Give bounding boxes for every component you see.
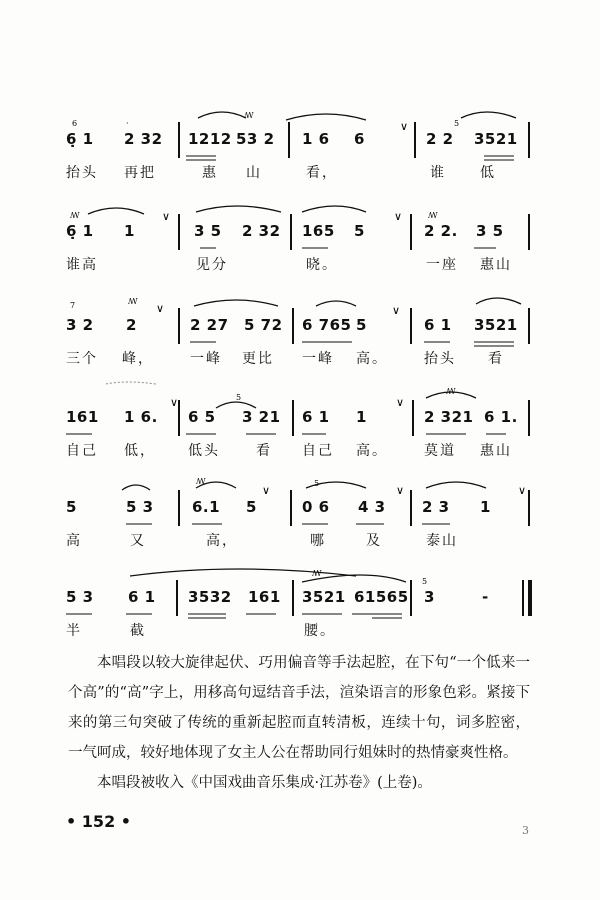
score-line-5 <box>66 472 536 562</box>
note-group: 6 1. <box>484 408 518 426</box>
note-group: 5 <box>356 316 367 334</box>
note-group: 2 <box>126 316 137 334</box>
note-group: 61565 <box>354 588 409 606</box>
note-group: 4 3 <box>358 498 386 516</box>
lyric: 看 <box>488 351 504 367</box>
lyric: 看 <box>256 443 272 459</box>
score-line-3 <box>66 290 536 380</box>
svg-text:5: 5 <box>236 393 242 402</box>
lyric: 看， <box>306 165 338 181</box>
lyric: 抬头 <box>424 351 456 367</box>
svg-text:·: · <box>126 119 129 128</box>
bar-line <box>410 214 412 250</box>
note-group: 6 765 <box>302 316 352 334</box>
lyric: 高 <box>66 533 82 549</box>
lyric: 抬头 <box>66 165 98 181</box>
note-group: 3 5 <box>476 222 504 240</box>
lyric: 高。 <box>356 351 388 367</box>
lyric: 截 <box>130 623 146 639</box>
svg-text:ꟿ: ꟿ <box>70 211 80 220</box>
svg-text:∨: ∨ <box>162 210 171 223</box>
bar-line <box>412 400 414 436</box>
lyric: 及 <box>366 533 382 549</box>
bar-line <box>528 308 530 344</box>
note-group: 5 <box>354 222 365 240</box>
note-group: 165 <box>302 222 335 240</box>
score-line-4 <box>66 382 536 472</box>
svg-text:∨: ∨ <box>262 484 271 497</box>
svg-text:ꟿ: ꟿ <box>446 387 456 396</box>
svg-text:5: 5 <box>422 577 428 586</box>
bar-line <box>176 580 178 616</box>
note-group: 1 <box>480 498 491 516</box>
bar-line <box>528 490 530 526</box>
note-group: 2 32 <box>242 222 281 240</box>
note-group: 3 21 <box>242 408 281 426</box>
lyric: 腰。 <box>304 623 336 639</box>
svg-text:6: 6 <box>72 119 78 128</box>
note-group: 2 32 <box>124 130 163 148</box>
note-group: 3521 <box>474 130 518 148</box>
bar-line <box>410 490 412 526</box>
bar-line <box>178 122 180 158</box>
note-group: 2 321 <box>424 408 474 426</box>
bar-line <box>290 214 292 250</box>
svg-text:ꟿ: ꟿ <box>244 111 254 120</box>
svg-text:5: 5 <box>454 119 460 128</box>
bar-line <box>528 122 530 158</box>
bar-line <box>292 400 294 436</box>
note-group: 3521 <box>302 588 346 606</box>
svg-text:ꟿ: ꟿ <box>196 477 206 486</box>
note-group: 1 <box>124 222 135 240</box>
note-group: 6 <box>354 130 365 148</box>
svg-text:∨: ∨ <box>400 120 409 133</box>
lyric: 惠 <box>202 165 218 181</box>
lyric: 再把 <box>124 165 156 181</box>
note-group: 3 <box>424 588 435 606</box>
bar-line <box>528 214 530 250</box>
lyric: 晓。 <box>306 257 338 273</box>
bar-line <box>410 308 412 344</box>
svg-text:7: 7 <box>70 301 76 310</box>
lyric: 见分 <box>196 257 228 273</box>
score-line-1 <box>66 104 536 194</box>
svg-text:ꟿ: ꟿ <box>312 569 322 578</box>
note-group: 161 <box>248 588 281 606</box>
svg-text:ꟿ: ꟿ <box>128 297 138 306</box>
final-bar-line <box>528 580 532 616</box>
lyric: 惠山 <box>480 443 512 459</box>
svg-text:∨: ∨ <box>518 484 527 497</box>
lyric: 低， <box>124 443 156 459</box>
bar-line <box>178 490 180 526</box>
lyric: 更比 <box>242 351 274 367</box>
svg-text:∨: ∨ <box>392 304 401 317</box>
note-group: 3521 <box>474 316 518 334</box>
svg-text:ꟿ: ꟿ <box>428 211 438 220</box>
note-group: 6 5 <box>188 408 216 426</box>
bar-line <box>178 400 180 436</box>
lyric: 莫道 <box>424 443 456 459</box>
bar-line <box>288 122 290 158</box>
note-group: 2 3 <box>422 498 450 516</box>
lyric: 自己 <box>302 443 334 459</box>
svg-text:5: 5 <box>314 479 320 488</box>
commentary <box>68 648 530 798</box>
note-group: - <box>482 588 489 606</box>
bar-line <box>292 308 294 344</box>
lyric: 又 <box>130 533 146 549</box>
lyric: 一峰 <box>302 351 334 367</box>
lyric: 山 <box>246 165 262 181</box>
lyric: 高。 <box>356 443 388 459</box>
note-group: 2 27 <box>190 316 229 334</box>
bar-line <box>522 580 524 616</box>
lyric: 哪 <box>310 533 326 549</box>
page-number: • 152 • <box>66 812 131 831</box>
note-group: 5 3 <box>66 588 94 606</box>
lyric: 惠山 <box>480 257 512 273</box>
bar-line <box>290 490 292 526</box>
note-group: 1 6 <box>302 130 330 148</box>
note-group: 53 2 <box>236 130 275 148</box>
corner-mark: 3 <box>522 824 529 837</box>
bar-line <box>528 400 530 436</box>
note-group: 1 6. <box>124 408 158 426</box>
svg-text:∨: ∨ <box>396 484 405 497</box>
bar-line <box>410 580 412 616</box>
lyric: 一峰 <box>190 351 222 367</box>
lyric: 谁高 <box>66 257 98 273</box>
lyric: 三个 <box>66 351 98 367</box>
svg-text:∨: ∨ <box>156 302 165 315</box>
lyric: 谁 <box>430 165 446 181</box>
note-group: 6 1 <box>128 588 156 606</box>
lyric: 半 <box>66 623 82 639</box>
lyric: 高， <box>206 533 238 549</box>
svg-text:∨: ∨ <box>170 396 179 409</box>
note-group: 6 1 <box>302 408 330 426</box>
note-group: 5 3 <box>126 498 154 516</box>
note-group: 1 <box>356 408 367 426</box>
score-line-6 <box>66 562 536 652</box>
note-group: 1212 <box>188 130 232 148</box>
note-group: 5 <box>66 498 77 516</box>
note-group: 6.1 <box>192 498 221 516</box>
bar-line <box>292 580 294 616</box>
bar-line <box>178 308 180 344</box>
lyric: 峰， <box>122 351 154 367</box>
score-line-2 <box>66 196 536 286</box>
note-group: 5 72 <box>244 316 283 334</box>
note-group: 5 <box>246 498 257 516</box>
note-group: 0 6 <box>302 498 330 516</box>
note-group: 3532 <box>188 588 232 606</box>
note-group: 2 2 <box>426 130 454 148</box>
note-group: 6 1 <box>424 316 452 334</box>
note-group: 3 2 <box>66 316 94 334</box>
lyric: 自己 <box>66 443 98 459</box>
lyric: 一座 <box>426 257 458 273</box>
note-group: 3 5 <box>194 222 222 240</box>
commentary-paragraph: 本唱段以较大旋律起伏、巧用偏音等手法起腔，在下句“一个低来一个高”的“高”字上，用移高句逗结音手法，渲染语言的形象色彩。紧接下来的第三句突破了传统的重新起腔而直转清板，连续十句，词多腔密，一气呵成，较好地体现了女主人公在帮助同行姐妹时的热情豪爽性格。 <box>68 655 530 761</box>
lyric: 低头 <box>188 443 220 459</box>
bar-line <box>414 122 416 158</box>
lyric: 低 <box>480 165 496 181</box>
svg-text:∨: ∨ <box>396 396 405 409</box>
note-group: 161 <box>66 408 99 426</box>
svg-text:∨: ∨ <box>394 210 403 223</box>
bar-line <box>178 214 180 250</box>
note-group: 2 2. <box>424 222 458 240</box>
note-group: 6̣ 1 <box>66 130 94 148</box>
lyric: 泰山 <box>426 533 458 549</box>
commentary-paragraph: 本唱段被收入《中国戏曲音乐集成·江苏卷》(上卷)。 <box>97 775 432 791</box>
note-group: 6̣ 1 <box>66 222 94 240</box>
